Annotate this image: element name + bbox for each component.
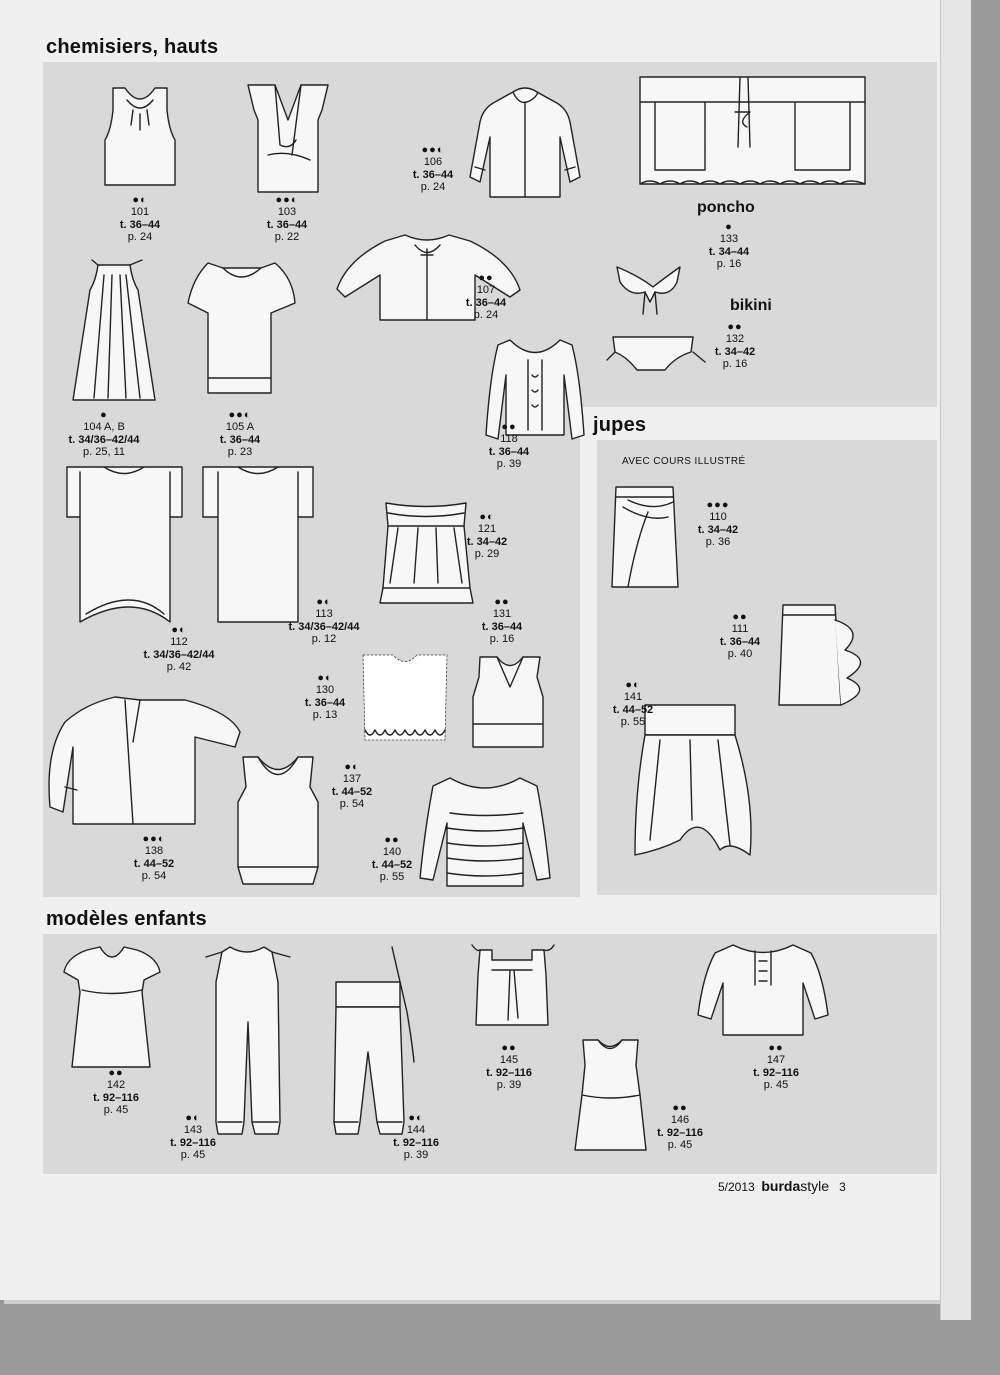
pattern-number: 146 bbox=[670, 1114, 690, 1126]
size-range: t. 44–52 bbox=[612, 703, 654, 716]
size-range: t. 92–116 bbox=[657, 1126, 703, 1139]
page-ref: p. 54 bbox=[141, 870, 167, 882]
pattern-number: 101 bbox=[130, 206, 150, 218]
pattern-number: 111 bbox=[731, 623, 749, 635]
pattern-101-label bbox=[85, 195, 195, 244]
pattern-number: 147 bbox=[766, 1054, 786, 1066]
page-ref: p. 39 bbox=[496, 1079, 522, 1091]
pattern-110-label bbox=[663, 500, 773, 549]
page-ref: p. 29 bbox=[474, 548, 500, 560]
difficulty-dots: ●●● bbox=[706, 499, 730, 511]
difficulty-dots: ●●◐ bbox=[421, 144, 445, 156]
page-ref: p. 45 bbox=[667, 1139, 693, 1151]
page-ref: p. 25, 11 bbox=[83, 446, 125, 458]
size-range: t. 92–116 bbox=[393, 1136, 439, 1149]
size-range: t. 34–42 bbox=[714, 345, 756, 358]
pattern-145-label bbox=[454, 1043, 564, 1092]
section-title-tops: chemisiers, hauts bbox=[46, 36, 219, 58]
pattern-137-label bbox=[297, 762, 407, 811]
page-edge bbox=[940, 0, 971, 1320]
pattern-number: 107 bbox=[476, 284, 496, 296]
pattern-number: 103 bbox=[277, 206, 297, 218]
pattern-133-label bbox=[674, 222, 784, 271]
pattern-number: 138 bbox=[144, 845, 164, 857]
pattern-number: 140 bbox=[382, 846, 402, 858]
pattern-121-label bbox=[432, 512, 542, 561]
pattern-number: 145 bbox=[499, 1054, 519, 1066]
pattern-147-label bbox=[721, 1043, 831, 1092]
size-range: t. 36–44 bbox=[719, 635, 761, 648]
page-ref: p. 45 bbox=[763, 1079, 789, 1091]
difficulty-dots: ●● bbox=[494, 596, 510, 608]
difficulty-dots: ●◐ bbox=[344, 761, 360, 773]
pattern-number: 105 A bbox=[225, 421, 255, 433]
page-ref: p. 16 bbox=[716, 258, 742, 270]
size-range: t. 34/36–42/44 bbox=[288, 620, 360, 633]
difficulty-dots: ●● bbox=[727, 321, 743, 333]
pattern-131-label bbox=[447, 597, 557, 646]
size-range: t. 92–116 bbox=[93, 1091, 139, 1104]
size-range: t. 34–42 bbox=[697, 523, 739, 536]
pattern-141-label bbox=[578, 680, 688, 729]
pattern-number: 133 bbox=[719, 233, 739, 245]
garment-112-illustration bbox=[62, 462, 187, 632]
page-ref: p. 42 bbox=[166, 661, 192, 673]
difficulty-dots: ●●◐ bbox=[228, 409, 252, 421]
page-ref: p. 22 bbox=[274, 231, 300, 243]
page-ref: p. 55 bbox=[620, 716, 646, 728]
pattern-number: 131 bbox=[492, 608, 512, 620]
skirts-note: AVEC COURS ILLUSTRÉ bbox=[622, 456, 746, 467]
page-ref: p. 36 bbox=[705, 536, 731, 548]
size-range: t. 36–44 bbox=[465, 296, 507, 309]
page-ref: p. 40 bbox=[727, 648, 753, 660]
pattern-number: 130 bbox=[315, 684, 335, 696]
pattern-number: 112 bbox=[170, 636, 188, 648]
size-range: t. 34–42 bbox=[466, 535, 508, 548]
brand-name-bold: burda bbox=[761, 1178, 801, 1194]
page-ref: p. 55 bbox=[379, 871, 405, 883]
pattern-113-label bbox=[269, 597, 379, 646]
pattern-number: 142 bbox=[106, 1079, 126, 1091]
difficulty-dots: ● bbox=[100, 409, 108, 421]
page-ref: p. 23 bbox=[227, 446, 253, 458]
pattern-132-label bbox=[680, 322, 790, 371]
difficulty-dots: ●● bbox=[732, 611, 748, 623]
difficulty-dots: ●◐ bbox=[171, 624, 187, 636]
pattern-130-label bbox=[270, 673, 380, 722]
garment-133-illustration bbox=[635, 72, 875, 192]
pattern-106-label bbox=[378, 145, 488, 194]
size-range: t. 44–52 bbox=[133, 857, 175, 870]
pattern-146-label bbox=[625, 1103, 735, 1152]
pattern-104-label bbox=[49, 410, 159, 459]
section-title-skirts: jupes bbox=[593, 414, 647, 436]
pattern-number: 104 A, B bbox=[83, 421, 125, 433]
size-range: t. 34/36–42/44 bbox=[143, 648, 215, 661]
pattern-number: 121 bbox=[477, 523, 497, 535]
size-range: t. 44–52 bbox=[331, 785, 373, 798]
difficulty-dots: ●● bbox=[672, 1102, 688, 1114]
size-range: t. 36–44 bbox=[119, 218, 161, 231]
page-ref: p. 45 bbox=[180, 1149, 206, 1161]
garment-103-illustration bbox=[240, 80, 335, 200]
pattern-103-label bbox=[232, 195, 342, 244]
pattern-number: 118 bbox=[500, 433, 518, 445]
difficulty-dots: ●◐ bbox=[625, 679, 641, 691]
difficulty-dots: ●◐ bbox=[479, 511, 495, 523]
page-number: 3 bbox=[839, 1180, 846, 1194]
size-range: t. 36–44 bbox=[481, 620, 523, 633]
pattern-number: 141 bbox=[623, 691, 643, 703]
difficulty-dots: ●● bbox=[501, 1042, 517, 1054]
page-footer bbox=[718, 1178, 846, 1194]
pattern-number: 143 bbox=[183, 1124, 203, 1136]
page-ref: p. 16 bbox=[722, 358, 748, 370]
pattern-142-label bbox=[61, 1068, 171, 1117]
page-ref: p. 24 bbox=[420, 181, 446, 193]
pattern-111-label bbox=[685, 612, 795, 661]
garment-138-illustration bbox=[45, 692, 255, 832]
issue-date: 5/2013 bbox=[718, 1180, 755, 1194]
pattern-number: 144 bbox=[406, 1124, 426, 1136]
garment-143-illustration bbox=[200, 942, 295, 1142]
page-ref: p. 39 bbox=[403, 1149, 429, 1161]
pattern-number: 113 bbox=[315, 608, 333, 620]
page-ref: p. 54 bbox=[339, 798, 365, 810]
pattern-138-label bbox=[99, 834, 209, 883]
pattern-number: 132 bbox=[725, 333, 745, 345]
bikini-title: bikini bbox=[730, 297, 772, 314]
pattern-144-label bbox=[361, 1113, 471, 1162]
difficulty-dots: ● bbox=[725, 221, 733, 233]
section-title-kids: modèles enfants bbox=[46, 908, 207, 930]
garment-104-illustration bbox=[70, 260, 160, 410]
difficulty-dots: ●◐ bbox=[132, 194, 148, 206]
pattern-140-label bbox=[337, 835, 447, 884]
poncho-title: poncho bbox=[697, 199, 755, 216]
pattern-105-label bbox=[185, 410, 295, 459]
garment-145-illustration bbox=[462, 940, 562, 1035]
difficulty-dots: ●● bbox=[768, 1042, 784, 1054]
page-ref: p. 12 bbox=[311, 633, 337, 645]
page-ref: p. 24 bbox=[473, 309, 499, 321]
page-ref: p. 13 bbox=[312, 709, 338, 721]
size-range: t. 36–44 bbox=[412, 168, 454, 181]
difficulty-dots: ●● bbox=[108, 1067, 124, 1079]
page-ref: p. 24 bbox=[127, 231, 153, 243]
garment-101-illustration bbox=[95, 80, 185, 190]
size-range: t. 34–44 bbox=[708, 245, 750, 258]
pattern-112-label bbox=[124, 625, 234, 674]
pattern-143-label bbox=[138, 1113, 248, 1162]
page-ref: p. 39 bbox=[496, 458, 522, 470]
difficulty-dots: ●◐ bbox=[316, 596, 332, 608]
pattern-number: 137 bbox=[342, 773, 362, 785]
garment-142-illustration bbox=[62, 942, 162, 1072]
difficulty-dots: ●●◐ bbox=[275, 194, 299, 206]
pattern-107-label bbox=[431, 273, 541, 322]
difficulty-dots: ●◐ bbox=[408, 1112, 424, 1124]
size-range: t. 44–52 bbox=[371, 858, 413, 871]
difficulty-dots: ●◐ bbox=[317, 672, 333, 684]
size-range: t. 36–44 bbox=[304, 696, 346, 709]
size-range: t. 92–116 bbox=[753, 1066, 799, 1079]
size-range: t. 36–44 bbox=[219, 433, 261, 446]
difficulty-dots: ●● bbox=[478, 272, 494, 284]
pattern-number: 106 bbox=[423, 156, 443, 168]
garment-105-illustration bbox=[183, 258, 303, 403]
difficulty-dots: ●● bbox=[501, 421, 517, 433]
size-range: t. 36–44 bbox=[488, 445, 530, 458]
size-range: t. 92–116 bbox=[170, 1136, 216, 1149]
pattern-118-label bbox=[454, 422, 564, 471]
page-ref: p. 16 bbox=[489, 633, 515, 645]
pattern-number: 110 bbox=[709, 511, 727, 523]
difficulty-dots: ●●◐ bbox=[142, 833, 166, 845]
brand-name-light: style bbox=[800, 1178, 830, 1194]
size-range: t. 36–44 bbox=[266, 218, 308, 231]
garment-147-illustration bbox=[693, 935, 833, 1045]
page-ref: p. 45 bbox=[103, 1104, 129, 1116]
garment-131-illustration bbox=[465, 652, 555, 752]
difficulty-dots: ●◐ bbox=[185, 1112, 201, 1124]
size-range: t. 92–116 bbox=[486, 1066, 532, 1079]
size-range: t. 34/36–42/44 bbox=[68, 433, 140, 446]
difficulty-dots: ●● bbox=[384, 834, 400, 846]
